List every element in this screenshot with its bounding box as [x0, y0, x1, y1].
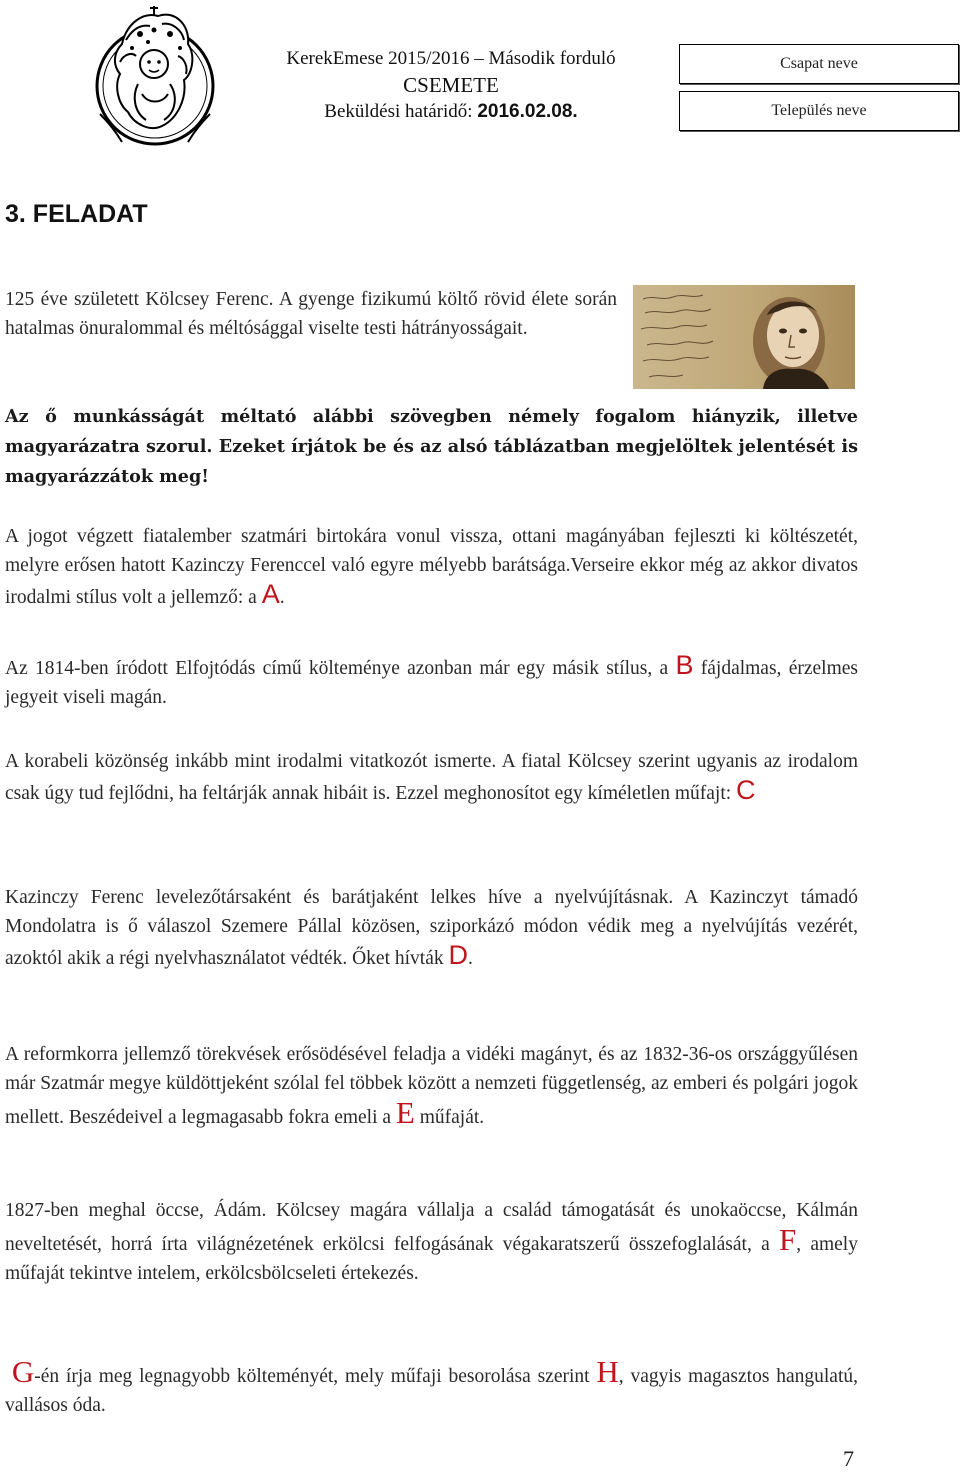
paragraph-b [5, 651, 858, 712]
paragraph-a-text-2: Verseire ekkor még az akkor divatos irodalmi stílus volt a jellemző: a [5, 555, 859, 608]
header-info [236, 46, 666, 126]
kolcsey-portrait-image [633, 285, 855, 389]
paragraph-f [5, 1196, 858, 1288]
paragraph-d-text: Kazinczy Ferenc levelezőtársaként és barátjaként lelkes híve a nyelvújításnak. A Kazinczyt támadó Mondolatra is ő válaszol Szemere Pállal közösen, sziporkázó módon védik meg a nyelvújítás vezérét, azoktól akik a régi nyelvhasználatot védték. Őket hívták [5, 887, 858, 969]
blank-b-letter: B [675, 650, 694, 680]
paragraph-b-text: Az 1814-ben íródott Elfojtódás című költeménye azonban már egy másik stílus, a [5, 658, 676, 679]
paragraph-f-text-2: , amely műfaját tekintve intelem, erkölcsbölcseleti értekezés. [5, 1234, 858, 1284]
paragraph-e-text: A reformkorra jellemző törekvések erősödésével feladja a vidéki magányt, és az 1832-36-os országgyűlésen már Szatmár megye küldöttjeként szólal fel többek között a nemzeti függetlenség, az emberi és polgári jogok mellett. Beszédeivel a legmagasabb fokra emeli a [5, 1044, 858, 1128]
blank-g-letter: G [11, 1354, 35, 1389]
blank-a-letter: A [261, 579, 280, 609]
paragraph-c-text: A korabeli közönség inkább mint irodalmi vitatkozót ismerte. A fiatal Kölcsey szerint ugyanis az irodalom csak úgy tud fejlődni, ha feltárják annak hibáit is. Ezzel meghonosítot egy kíméletlen műfajt: [5, 751, 858, 804]
deadline-value: 2016.02.08. [477, 101, 578, 122]
category-label: CSEMETE [403, 73, 499, 97]
intro-paragraph: 125 éve született Kölcsey Ferenc. A gyenge fizikumú költő rövid élete során hatalmas önuralommal és méltósággal viselte testi hátrányosságait. [5, 289, 617, 339]
paragraph-a: A jogot végzett fiatalember szatmári birtokára vonul vissza, ottani magányában fejleszti ki költészetét, melyre erősen hatott Kazinczy Ferenccel való egyre mélyebb barátsága.Verseire ekkor még az akkor divatos irodalmi stílus volt a jellemző: a A. [5, 526, 859, 609]
paragraph-f-text: 1827-ben meghal öccse, Ádám. Kölcsey magára vállalja a család támogatását és unokaöccse, Kálmán neveltetését, horrá írta világnézetének erkölcsi felfogásának végakaratszerű összefoglalását, a [5, 1200, 858, 1255]
instruction-paragraph: Az ő munkásságát méltató alábbi szövegben némely fogalom hiányzik, illetve magyarázatra szorul. Ezeket írjátok be és az alsó táblázatban megjelöltek jelentését is magyarázzátok meg! [5, 406, 858, 487]
paragraph-d: Kazinczy Ferenc levelezőtársaként és barátjaként lelkes híve a nyelvújításnak. A Kazinczyt támadó Mondolatra is ő válaszol Szemere Pállal közösen, sziporkázó módon védik meg a nyelvújítás vezérét, azoktól akik a régi nyelvhasználatot védték. Őket hívták D. [5, 887, 858, 970]
blank-e-letter: E [395, 1095, 415, 1130]
page-number: 7 [843, 1446, 854, 1471]
paragraph-g-text: -én írja meg legnagyobb költeményét, mely műfaji besorolása szerint [34, 1366, 597, 1387]
blank-f-letter: F [778, 1222, 797, 1257]
blank-c-letter: C [736, 775, 756, 805]
paragraph-e-text-2: műfaját. [414, 1107, 485, 1128]
task-title: 3. FELADAT [5, 200, 148, 228]
deadline-line [236, 98, 666, 126]
paragraph-b-text-2: fájdalmas, érzelmes jegyeit viseli magán. [5, 658, 858, 708]
blank-h-letter: H [596, 1354, 619, 1389]
paragraph-e [5, 1040, 858, 1132]
deadline-label: Beküldési határidő: [324, 101, 473, 122]
paragraph-a-text: A jogot végzett fiatalember szatmári birtokára vonul vissza, ottani magányában fejleszti ki költészetét, melyre erősen hatott Kazinczy Ferenccel való egyre mélyebb barátsága. [5, 526, 858, 576]
paragraph-c [5, 747, 858, 808]
town-name-field[interactable]: Település neve [679, 91, 959, 131]
competition-title: KerekEmese 2015/2016 – Második forduló [286, 48, 616, 69]
kerekmese-logo [92, 4, 218, 156]
blank-d-letter: D [448, 940, 468, 970]
team-name-field[interactable]: Csapat neve [679, 44, 959, 84]
paragraph-g-text-2: , vagyis magasztos hangulatú, vallásos óda. [5, 1366, 858, 1416]
paragraph-g-h [5, 1354, 858, 1420]
